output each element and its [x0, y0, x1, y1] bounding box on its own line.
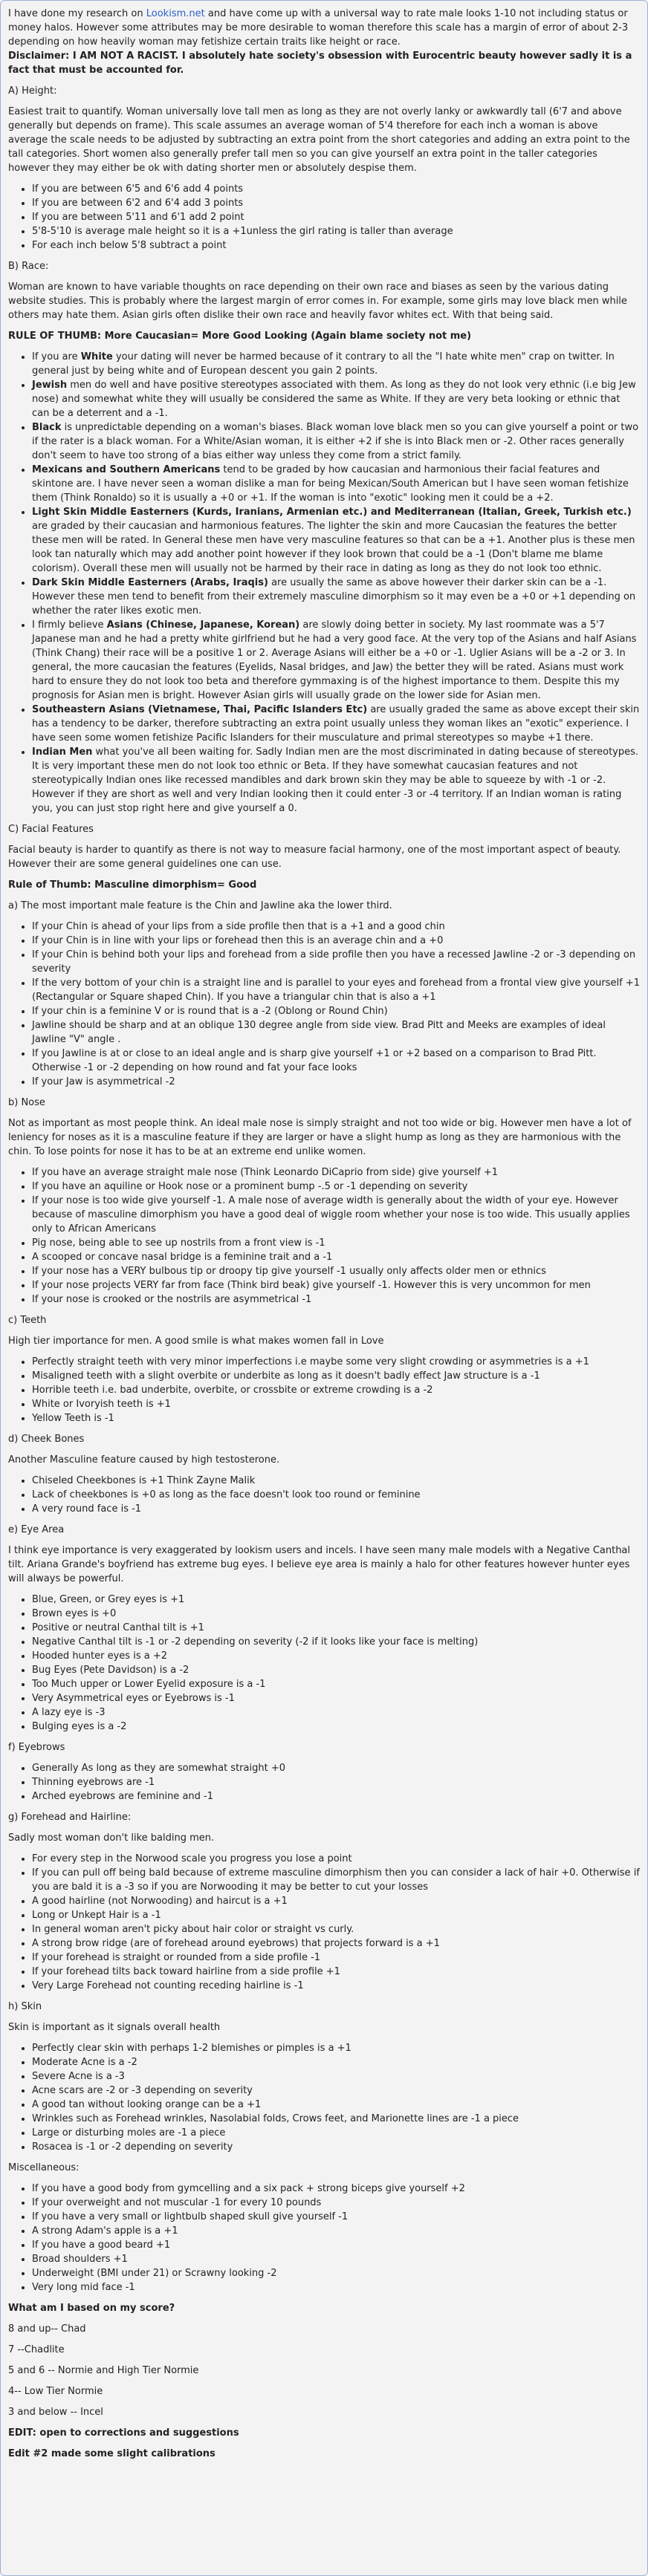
edit-note: Edit #2 made some slight calibrations [8, 2448, 216, 2459]
list-item: • Very long mid face -1 [32, 2280, 640, 2294]
eye-area-list [8, 1593, 640, 1734]
list-item: • Chiseled Cheekbones is +1 Think Zayne Malik [32, 1474, 640, 1488]
list-item: • If your forehead is straight or rounded from a side profile -1 [32, 1951, 640, 1965]
list-item: • Rosacea is -1 or -2 depending on severity [32, 2140, 640, 2154]
section-heading-race: B) Race: [8, 261, 49, 272]
subsection-heading-skin: h) Skin [8, 2001, 42, 2012]
race-paragraph: Woman are known to have variable thoughts on race depending on their own race and biases as seen by the various dating website studies. This is probably where the largest margin of error comes in. For example, some girls may love black men while others may hate them. Asian girls often dislike their own race and heavily favor whites ect. With that being said. [8, 282, 627, 321]
item-bold: Dark Skin Middle Easterners (Arabs, Iraqis) [32, 577, 268, 588]
list-item: • A very round face is -1 [32, 1502, 640, 1516]
list-item: • If you have an average straight male nose (Think Leonardo DiCaprio from side) give yourself +1 [32, 1165, 640, 1180]
list-item: • Misaligned teeth with a slight overbite or underbite as long as it doesn't badly effect Jaw structure is a -1 [32, 1369, 640, 1383]
list-item [32, 618, 640, 703]
list-item: • For each inch below 5'8 subtract a point [32, 238, 640, 253]
disclaimer: Disclaimer: I AM NOT A RACIST. I absolutely hate society's obsession with Eurocentric beauty however sadly it is a fact that must be accounted for. [8, 51, 632, 76]
list-item: • If you are between 5'11 and 6'1 add 2 point [32, 210, 640, 224]
list-item: • If your nose has a VERY bulbous tip or droopy tip give yourself -1 usually only affects older men or ethnics [32, 1264, 640, 1278]
edit-note: EDIT: open to corrections and suggestions [8, 2427, 239, 2439]
subsection-heading-teeth: c) Teeth [8, 1315, 47, 1326]
list-item: • White or Ivoryish teeth is +1 [32, 1397, 640, 1411]
list-item [32, 420, 640, 463]
list-item: • Perfectly straight teeth with very minor imperfections i.e maybe some very slight crowding or asymmetries is a +1 [32, 1355, 640, 1369]
list-item [32, 350, 640, 378]
subsection-heading-eye-area: e) Eye Area [8, 1524, 65, 1535]
list-item: • Negative Canthal tilt is -1 or -2 depending on severity (-2 if it looks like your face is melting) [32, 1635, 640, 1649]
list-item: • If you Jawline is at or close to an ideal angle and is sharp give yourself +1 or +2 based on a comparison to Brad Pitt. Otherwise -1 or -2 depending on how round and fat your face looks [32, 1047, 640, 1075]
score-heading: What am I based on my score? [8, 2303, 175, 2314]
list-item: • If your Chin is ahead of your lips from a side profile then that is a +1 and a good chin [32, 920, 640, 934]
item-bold: Asians (Chinese, Japanese, Korean) [106, 619, 300, 631]
item-post: men do well and have positive stereotypes associated with them. As long as they do not look very ethnic (i.e big Jew nose) and somewhat white they will usually be considered the same as White. If they are very beta looking or ethnic that can be a deterrent and a -1. [32, 380, 636, 419]
list-item: • In general woman aren't picky about hair color or straight vs curly. [32, 1922, 640, 1936]
item-bold: Black [32, 422, 62, 433]
score-tier: 4-- Low Tier Normie [8, 2386, 103, 2397]
eye-area-paragraph: I think eye importance is very exaggerated by lookism users and incels. I have seen many male models with a Negative Canthal tilt. Ariana Grande's boyfriend has extreme bug eyes. I believe eye area is mainly a halo for other features however hunter eyes will always be powerful. [8, 1545, 631, 1584]
item-pre: I firmly believe [32, 619, 107, 631]
item-pre: If you are [32, 351, 81, 362]
list-item: • Wrinkles such as Forehead wrinkles, Nasolabial folds, Crows feet, and Marionette lines are -1 a piece [32, 2112, 640, 2126]
list-item: • A lazy eye is -3 [32, 1705, 640, 1720]
score-tier: 8 and up-- Chad [8, 2323, 86, 2335]
skin-paragraph: Skin is important as it signals overall health [8, 2022, 221, 2033]
facial-rule-of-thumb: Rule of Thumb: Masculine dimorphism= Good [8, 879, 257, 891]
lookism-link[interactable]: Lookism.net [146, 8, 205, 19]
list-item: • 5'8-5'10 is average male height so it is a +1unless the girl rating is taller than average [32, 224, 640, 238]
list-item [32, 576, 640, 618]
subsection-heading-nose: b) Nose [8, 1097, 45, 1108]
list-item: • Very Asymmetrical eyes or Eyebrows is -1 [32, 1691, 640, 1705]
race-list [8, 350, 640, 816]
list-item: • Yellow Teeth is -1 [32, 1411, 640, 1425]
item-bold: Southeastern Asians (Vietnamese, Thai, Pacific Islanders Etc) [32, 704, 368, 715]
item-bold: Light Skin Middle Easterners (Kurds, Iranians, Armenian etc.) and Mediterranean (Italian, Greek, Turkish etc.) [32, 507, 632, 518]
item-post: are graded by their caucasian and harmonious features. The lighter the skin and more Caucasian the features the better these men will be rated. In General these men have very masculine features so that can be a +1. Another plus is these men look tan naturally which may add another point however if they look brown that could be a -1 (Don't blame me blame colorism). Overall these men will usually not be harmed by their race in dating as long as they do not look too ethnic. [32, 521, 635, 574]
subsection-heading-chin: a) The most important male feature is the Chin and Jawline aka the lower third. [8, 900, 392, 911]
list-item: • Jawline should be sharp and at an oblique 130 degree angle from side view. Brad Pitt and Meeks are examples of ideal Jawline "V" angle . [32, 1018, 640, 1047]
list-item: • If your forehead tilts back toward hairline from a side profile +1 [32, 1965, 640, 1979]
score-tier: 3 and below -- Incel [8, 2407, 103, 2418]
list-item: • Blue, Green, or Grey eyes is +1 [32, 1593, 640, 1607]
list-item: • If you have a very small or lightbulb shaped skull give yourself -1 [32, 2210, 640, 2224]
list-item: • A good tan without looking orange can be a +1 [32, 2098, 640, 2112]
teeth-list [8, 1355, 640, 1425]
list-item [32, 463, 640, 505]
misc-list [8, 2182, 640, 2294]
list-item: • Hooded hunter eyes is a +2 [32, 1649, 640, 1663]
list-item: • Moderate Acne is a -2 [32, 2055, 640, 2069]
list-item [32, 378, 640, 420]
list-item: • For every step in the Norwood scale you progress you lose a point [32, 1852, 640, 1866]
list-item: • Broad shoulders +1 [32, 2252, 640, 2266]
height-list [8, 182, 640, 253]
list-item: • Perfectly clear skin with perhaps 1-2 blemishes or pimples is a +1 [32, 2041, 640, 2055]
list-item: • If you can pull off being bald because of extreme masculine dimorphism then you can consider a lack of hair +0. Otherwise if you are bald it is a -3 so if you are Norwooding it may be better to cut your losses [32, 1866, 640, 1894]
list-item: • Generally As long as they are somewhat straight +0 [32, 1761, 640, 1775]
list-item: • Arched eyebrows are feminine and -1 [32, 1789, 640, 1803]
list-item: • A scooped or concave nasal bridge is a feminine trait and a -1 [32, 1250, 640, 1264]
list-item: • Pig nose, being able to see up nostrils from a front view is -1 [32, 1236, 640, 1250]
list-item: • Long or Unkept Hair is a -1 [32, 1908, 640, 1922]
list-item: • Too Much upper or Lower Eyelid exposure is a -1 [32, 1677, 640, 1691]
list-item: • A strong brow ridge (are of forehead around eyebrows) that projects forward is a +1 [32, 1936, 640, 1951]
race-rule-of-thumb: RULE OF THUMB: More Caucasian= More Good Looking (Again blame society not me) [8, 331, 472, 342]
forehead-list [8, 1852, 640, 1993]
nose-paragraph: Not as important as most people think. An ideal male nose is simply straight and not too wide or big. However men have a lot of leniency for noses as it is a masculine feature if they are larger or have a slight hump as long as they are harmonious with the chin. To lose points for nose it has to be at an extreme end unlike women. [8, 1118, 632, 1157]
list-item: • If your chin is a feminine V or is round that is a -2 (Oblong or Round Chin) [32, 1004, 640, 1018]
subsection-heading-eyebrows: f) Eyebrows [8, 1742, 65, 1753]
list-item: • If you have an aquiline or Hook nose or a prominent bump -.5 or -1 depending on severity [32, 1180, 640, 1194]
list-item: • Brown eyes is +0 [32, 1607, 640, 1621]
list-item: • If your nose projects VERY far from face (Think bird beak) give yourself -1. However this is very uncommon for men [32, 1278, 640, 1292]
score-tier: 7 --Chadlite [8, 2344, 65, 2355]
eyebrows-list [8, 1761, 640, 1803]
intro-text-before: I have done my research on [8, 8, 146, 19]
item-bold: Jewish [32, 380, 68, 391]
section-heading-height: A) Height: [8, 85, 57, 97]
item-post: tend to be graded by how caucasian and harmonious their facial features and skintone are. I have never seen a woman dislike a man for being Mexican/South American but I have seen woman fetishize them (Think Ronaldo) so it is usually a +0 or +1. If the woman is into "exotic" looking men it could be a +2. [32, 464, 629, 504]
list-item [32, 703, 640, 745]
list-item: • Thinning eyebrows are -1 [32, 1775, 640, 1789]
score-tier: 5 and 6 -- Normie and High Tier Normie [8, 2365, 199, 2376]
list-item: • If your Jaw is asymmetrical -2 [32, 1075, 640, 1089]
item-post: is unpredictable depending on a woman's biases. Black woman love black men so you can give yourself a point or two if the rater is a black woman. For a White/Asian woman, it is either +2 if she is into Black men or -2. Other races generally don't seem to have too strong of a bias either way unless they come from a strict family. [32, 422, 639, 461]
list-item: • If your Chin is behind both your lips and forehead from a side profile then you have a recessed Jawline -2 or -3 depending on severity [32, 948, 640, 976]
list-item: • Underweight (BMI under 21) or Scrawny looking -2 [32, 2266, 640, 2280]
list-item [32, 505, 640, 576]
list-item: • Bug Eyes (Pete Davidson) is a -2 [32, 1663, 640, 1677]
section-heading-facial: C) Facial Features [8, 824, 94, 835]
chin-list [8, 920, 640, 1089]
nose-list [8, 1165, 640, 1307]
list-item: • Positive or neutral Canthal tilt is +1 [32, 1621, 640, 1635]
list-item: • Severe Acne is a -3 [32, 2069, 640, 2084]
item-bold: White [80, 351, 113, 362]
intro-paragraph [8, 7, 640, 77]
list-item: • If the very bottom of your chin is a straight line and is parallel to your eyes and forehead from a frontal view give yourself +1 (Rectangular or Square shaped Chin). If you have a triangular chin that is also a +1 [32, 976, 640, 1004]
cheekbones-list [8, 1474, 640, 1516]
teeth-paragraph: High tier importance for men. A good smile is what makes women fall in Love [8, 1336, 384, 1347]
list-item: • If your nose is crooked or the nostrils are asymmetrical -1 [32, 1292, 640, 1307]
list-item: • Lack of cheekbones is +0 as long as the face doesn't look too round or feminine [32, 1488, 640, 1502]
list-item: • If you are between 6'2 and 6'4 add 3 points [32, 196, 640, 210]
list-item [32, 745, 640, 816]
item-post: are slowly doing better in society. My last roommate was a 5'7 Japanese man and he had a pretty white girlfriend but he had a very good face. At the very top of the Asians and half Asians (Think Chang) their race will be a positive 1 or 2. Average Asians will either be a +0 or -1. Uglier Asians will be a -2 or 3. In general, the more caucasian the features (Eyelids, Nasal bridges, and Jaw) the better they will be rated. Asians must work hard to ensure they do not look too beta and therefore gymmaxing is of the highest importance to them. Despite this my prognosis for Asian men is bright. However Asian girls will usually grade on the lower side for Asian men. [32, 619, 637, 701]
intro-text-after: and have come up with a universal way to rate male looks 1-10 not including status or money halos. However some attributes may be more desirable to woman therefore this scale has a margin of error of about 2-3 depending on how heavily woman may fetishize certain traits like height or race. [8, 8, 629, 48]
subsection-heading-forehead: g) Forehead and Hairline: [8, 1812, 132, 1823]
skin-list [8, 2041, 640, 2154]
item-post: your dating will never be harmed because of it contrary to all the "I hate white men" crap on twitter. In general just by being white and of European descent you gain 2 points. [32, 351, 615, 377]
list-item: • If your Chin is in line with your lips or forehead then this is an average chin and a +0 [32, 934, 640, 948]
list-item: • If you are between 6'5 and 6'6 add 4 points [32, 182, 640, 196]
section-heading-misc: Miscellaneous: [8, 2162, 80, 2173]
list-item: • Very Large Forehead not counting receding hairline is -1 [32, 1979, 640, 1993]
list-item: • Bulging eyes is a -2 [32, 1720, 640, 1734]
subsection-heading-cheekbones: d) Cheek Bones [8, 1434, 85, 1445]
cheekbones-paragraph: Another Masculine feature caused by high testosterone. [8, 1454, 280, 1466]
list-item: • A good hairline (not Norwooding) and haircut is a +1 [32, 1894, 640, 1908]
list-item: • A strong Adam's apple is a +1 [32, 2224, 640, 2238]
height-paragraph: Easiest trait to quantify. Woman universally love tall men as long as they are not overly lanky or awkwardly tall (6'7 and above generally but depends on frame). This scale assumes an average woman of 5'4 therefore for each inch a woman is above average the scale needs to be adjusted by subtracting an extra point from the short categories and adding an extra point to the tall categories. Short women also generally prefer tall men so you can give yourself an extra point in the taller categories however they may either be ok with dating shorter men or absolutely despise them. [8, 106, 630, 174]
item-bold: Mexicans and Southern Americans [32, 464, 221, 475]
list-item: • Acne scars are -2 or -3 depending on severity [32, 2084, 640, 2098]
list-item: • If your nose is too wide give yourself -1. A male nose of average width is generally about the width of your eye. However because of masculine dimorphism you have a good deal of wiggle room whether your nose is too wide. This usually applies only to African Americans [32, 1194, 640, 1236]
forehead-paragraph: Sadly most woman don't like balding men. [8, 1832, 215, 1844]
item-post: are usually the same as above however their darker skin can be a -1. However these men tend to benefit from their extremely masculine dimorphism so it may even be a +0 or +1 depending on whether the rater likes exotic men. [32, 577, 636, 617]
item-post: what you've all been waiting for. Sadly Indian men are the most discriminated in dating because of stereotypes. It is very important these men do not look too ethnic or Beta. If they have somewhat caucasian features and not stereotypically Indian ones like recessed mandibles and dark brown skin they may be able to squeeze by with -1 or -2. However if they are short as well and very Indian looking then it could enter -3 or -4 territory. If an Indian woman is rating you, you can just stop right here and give yourself a 0. [32, 747, 639, 814]
list-item: • Large or disturbing moles are -1 a piece [32, 2126, 640, 2140]
list-item: • If your overweight and not muscular -1 for every 10 pounds [32, 2196, 640, 2210]
item-bold: Indian Men [32, 747, 93, 758]
list-item: • If you have a good beard +1 [32, 2238, 640, 2252]
item-post: are usually graded the same as above except their skin has a tendency to be darker, therefore subtracting an extra point usually unless they woman likes an "exotic" experience. I have seen some women fetishize Pacific Islanders for their musculature and primal stereotypes so maybe +1 there. [32, 704, 640, 744]
list-item: • Horrible teeth i.e. bad underbite, overbite, or crossbite or extreme crowding is a -2 [32, 1383, 640, 1397]
facial-paragraph: Facial beauty is harder to quantify as there is not way to measure facial harmony, one of the most important aspect of beauty. However their are some general guidelines one can use. [8, 845, 621, 870]
list-item: • If you have a good body from gymcelling and a six pack + strong biceps give yourself +2 [32, 2182, 640, 2196]
